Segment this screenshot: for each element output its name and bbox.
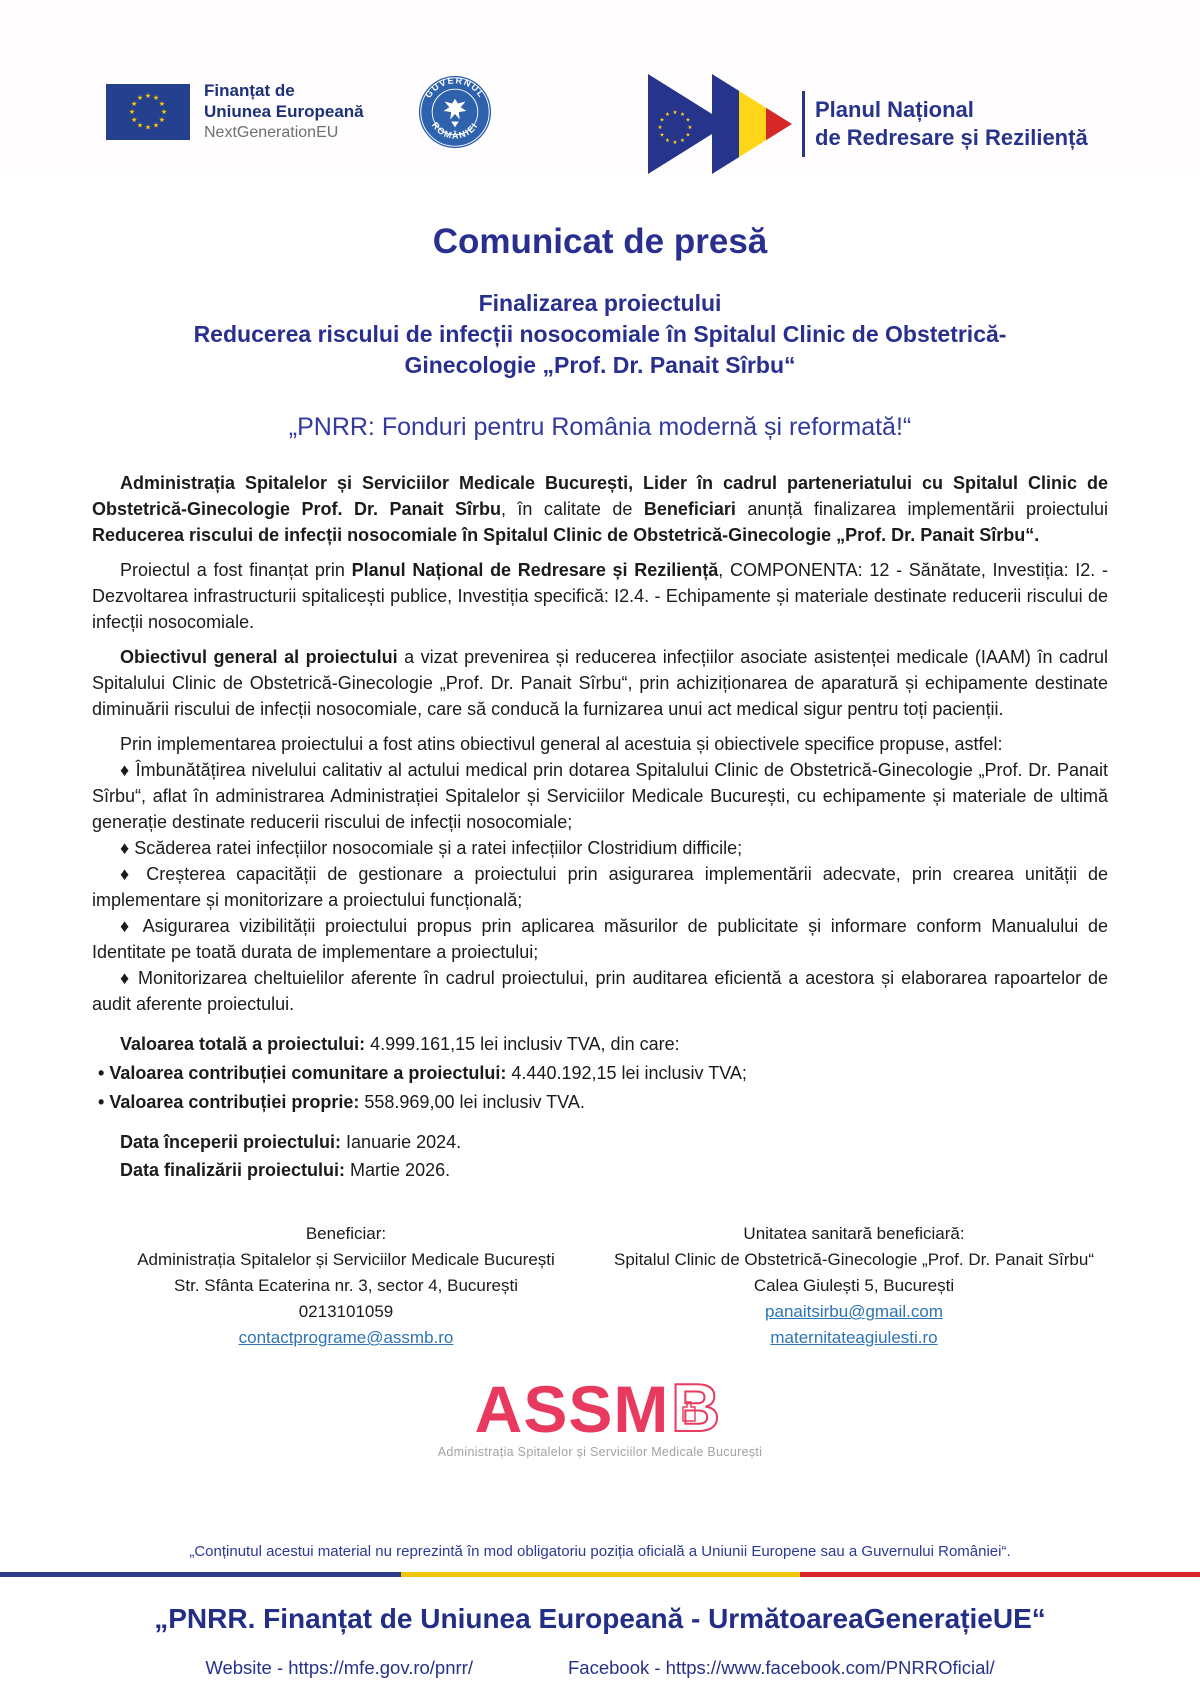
community-contribution-label: Valoarea contribuției comunitare a proiectului: (109, 1063, 507, 1083)
bullet-text: Scăderea ratei infecțiilor nosocomiale și a ratei infecțiilor Clostridium difficile; (134, 838, 743, 858)
health-unit-heading: Unitatea sanitară beneficiară: (743, 1224, 965, 1243)
svg-text:★: ★ (665, 138, 670, 144)
health-unit-email-link[interactable]: panaitsirbu@gmail.com (765, 1302, 943, 1321)
svg-text:★: ★ (687, 125, 693, 131)
svg-text:GUVERNUL: GUVERNUL (422, 75, 488, 100)
footer-pnrr-quote: „PNRR. Finanțat de Uniunea Europeană - UrmătoareaGenerațieUE“ (154, 1603, 1046, 1634)
diamond-bullet-icon: ♦ (120, 760, 136, 780)
romanian-tricolor-bar (0, 1572, 1200, 1577)
document-body (0, 222, 1200, 1459)
svg-text:★: ★ (136, 122, 144, 129)
paragraph-financing: Proiectul a fost finanțat prin Planul Național de Redresare și Reziliență, COMPONENTA: 12 - Sănătate, Investiția: I2. - Dezvoltarea infrastructurii spitalicești publice, Investiția specifică: I2.4. - Echipamente și materiale destinate reducerii riscului de infecții nosocomiale. (92, 560, 1108, 632)
page-footer (0, 1543, 1200, 1697)
svg-text:★: ★ (152, 122, 160, 129)
end-date-line (92, 1157, 1108, 1183)
end-date-value: Martie 2026. (345, 1160, 451, 1180)
beneficiary-heading: Beneficiar: (305, 1224, 387, 1243)
tricolor-red-segment (800, 1572, 1200, 1577)
body-paragraphs (92, 470, 1108, 1183)
own-contribution-label: Valoarea contribuției proprie: (109, 1092, 360, 1112)
bullet-item (92, 861, 1108, 913)
tricolor-yellow-segment (401, 1572, 801, 1577)
paragraph-announcement: Administrația Spitalelor și Serviciilor Medicale București, Lider în cadrul parteneriatului cu Spitalul Clinic de Obstetrică-Ginecologie Prof. Dr. Panait Sîrbu, în calitate de Beneficiari anunță finalizarea implementării proiectului Reducerea riscului de infecții nosocomiale în Spitalul Clinic de Obstetrică-Ginecologie „Prof. Dr. Panait Sîrbu“. (92, 473, 1108, 545)
beneficiary-name: Administrația Spitalelor și Serviciilor Medicale București (137, 1250, 555, 1269)
bullet-item (92, 835, 1108, 861)
svg-text:★: ★ (680, 112, 685, 118)
svg-text:★: ★ (144, 124, 152, 131)
svg-text:★: ★ (665, 112, 670, 118)
start-date-label: Data începerii proiectului: (120, 1132, 342, 1152)
bullet-text: Creșterea capacității de gestionare a proiectului prin asigurarea implementării adecvate, prin crearea unității de implementare și monitorizare a proiectului funcțională; (92, 864, 1108, 910)
own-contribution-amount: 558.969,00 lei inclusiv TVA. (359, 1092, 585, 1112)
svg-text:★: ★ (685, 117, 691, 124)
end-date-label: Data finalizării proiectului: (120, 1160, 346, 1180)
assmb-logo (92, 1372, 1108, 1459)
pnrr-logo-line2: de Redresare și Reziliență (815, 125, 1088, 150)
pnrr-logo-line1: Planul Național (815, 97, 974, 122)
beneficiary-email-link[interactable]: contactprograme@assmb.ro (238, 1328, 454, 1347)
bullet-text: Îmbunătățirea nivelului calitativ al actului medical prin dotarea Spitalului Clinic de Obstetrică-Ginecologie „Prof. Dr. Panait Sîrbu“, aflat în administrarea Administrației Spitalelor și Serviciilor Medicale București, cu echipamente și materiale de ultimă generație destinate reducerii riscului de infecții nosocomiale; (92, 760, 1108, 832)
tricolor-blue-segment (0, 1572, 401, 1577)
bullet-item (92, 757, 1108, 835)
footer-facebook-link[interactable]: Facebook - https://www.facebook.com/PNRROficial/ (567, 1657, 995, 1678)
assmb-logo-letters: ASSM (474, 1372, 670, 1446)
svg-text:★: ★ (130, 116, 138, 124)
health-unit-website-link[interactable]: maternitateagiulesti.ro (770, 1328, 938, 1347)
pnrr-slogan: „PNRR: Fonduri pentru România modernă și reformată!“ (288, 413, 912, 441)
beneficiary-phone: 0213101059 (298, 1302, 394, 1321)
subtitle-project-name: Reducerea riscului de infecții nosocomiale în Spitalul Clinic de Obstetrică-Ginecologie „Prof. Dr. Panait Sîrbu“ (193, 321, 1007, 378)
bullet-item (92, 913, 1108, 965)
government-seal-icon (417, 74, 493, 150)
svg-text:★: ★ (158, 100, 166, 108)
svg-text:B: B (671, 1377, 721, 1439)
svg-text:★: ★ (672, 110, 678, 116)
diamond-bullet-icon: ♦ (120, 864, 147, 884)
romanian-government-seal (417, 74, 493, 155)
health-unit-name: Spitalul Clinic de Obstetrică-Ginecologie „Prof. Dr. Panait Sîrbu“ (614, 1250, 1094, 1269)
total-value-line (92, 1031, 1108, 1057)
start-date-line (92, 1129, 1108, 1155)
svg-text:★: ★ (657, 125, 663, 131)
diamond-bullet-icon: ♦ (120, 838, 135, 858)
header-logo-band (0, 0, 1200, 172)
svg-text:★: ★ (130, 100, 138, 108)
eu-logo-line2: Uniunea Europeană (204, 102, 364, 121)
total-value-amount: 4.999.161,15 lei inclusiv TVA, din care: (365, 1034, 680, 1054)
svg-text:★: ★ (152, 94, 160, 102)
svg-text:★: ★ (160, 108, 168, 116)
pnrr-logo (648, 72, 1088, 176)
svg-text:ROMÂNIEI: ROMÂNIEI (429, 120, 480, 141)
paragraph-results-intro: Prin implementarea proiectului a fost atins obiectivul general al acestuia și obiectivele specifice propuse, astfel: (120, 734, 1003, 754)
subtitle-project-completion: Finalizarea proiectului (478, 290, 722, 316)
paragraph-objective: Obiectivul general al proiectului a vizat prevenirea și reducerea infecțiilor asociate asistenței medicale (IAAM) în cadrul Spitalului Clinic de Obstetrică-Ginecologie „Prof. Dr. Panait Sîrbu“, prin achiziționarea de aparatură și echipamente destinate diminuării riscului de infecții nosocomiale, care să conducă la furnizarea unui act medical sigur pentru toți pacienții. (92, 647, 1108, 719)
pnrr-arrows-icon (648, 72, 794, 176)
assmb-logo-b-icon (669, 1377, 725, 1439)
start-date-value: Ianuarie 2024. (341, 1132, 462, 1152)
diamond-bullet-icon: ♦ (120, 968, 138, 988)
beneficiary-address: Str. Sfânta Ecaterina nr. 3, sector 4, București (174, 1276, 518, 1295)
eu-logo-line1: Finanțat de (204, 81, 295, 100)
svg-text:★: ★ (659, 132, 665, 139)
svg-text:★: ★ (685, 132, 691, 139)
community-contribution-amount: 4.440.192,15 lei inclusiv TVA; (506, 1063, 747, 1083)
footer-website-link[interactable]: Website - https://mfe.gov.ro/pnrr/ (205, 1657, 473, 1678)
dot-bullet-icon: • (98, 1092, 110, 1112)
community-contribution-line (92, 1060, 1108, 1086)
svg-text:★: ★ (128, 108, 136, 116)
svg-text:★: ★ (158, 116, 166, 124)
bullet-item (92, 965, 1108, 1017)
eu-funding-logo (106, 80, 364, 143)
bullet-text: Asigurarea vizibilității proiectului propus prin aplicarea măsurilor de publicitate și informare conform Manualului de Identitate pe toată durata de implementare a proiectului; (92, 916, 1108, 962)
dot-bullet-icon: • (98, 1063, 110, 1083)
page-title: Comunicat de presă (432, 222, 768, 261)
eu-logo-line3: NextGenerationEU (204, 124, 339, 141)
diamond-bullet-icon: ♦ (120, 916, 143, 936)
health-unit-column (600, 1221, 1108, 1351)
svg-text:★: ★ (672, 140, 678, 146)
svg-text:★: ★ (659, 117, 665, 124)
project-values (92, 1031, 1108, 1115)
eu-flag-icon (106, 84, 190, 140)
svg-text:★: ★ (680, 138, 685, 144)
disclaimer-text: „Conținutul acestui material nu reprezintă în mod obligatoriu poziția oficială a Uniunii Europene sau a Guvernului României“. (189, 1543, 1011, 1560)
svg-text:★: ★ (144, 92, 152, 100)
beneficiary-column (92, 1221, 600, 1351)
total-value-label: Valoarea totală a proiectului: (120, 1034, 366, 1054)
pnrr-logo-divider (802, 91, 805, 157)
project-dates (92, 1129, 1108, 1183)
assmb-logo-caption: Administrația Spitalelor și Serviciilor Medicale București (437, 1445, 763, 1459)
health-unit-address: Calea Giulești 5, București (753, 1276, 955, 1295)
own-contribution-line (92, 1089, 1108, 1115)
bullet-text: Monitorizarea cheltuielilor aferente în cadrul proiectului, prin auditarea eficientă a acestora și elaborarea rapoartelor de audit aferente proiectului. (92, 968, 1108, 1014)
contact-columns (92, 1221, 1108, 1351)
svg-text:★: ★ (136, 94, 144, 102)
